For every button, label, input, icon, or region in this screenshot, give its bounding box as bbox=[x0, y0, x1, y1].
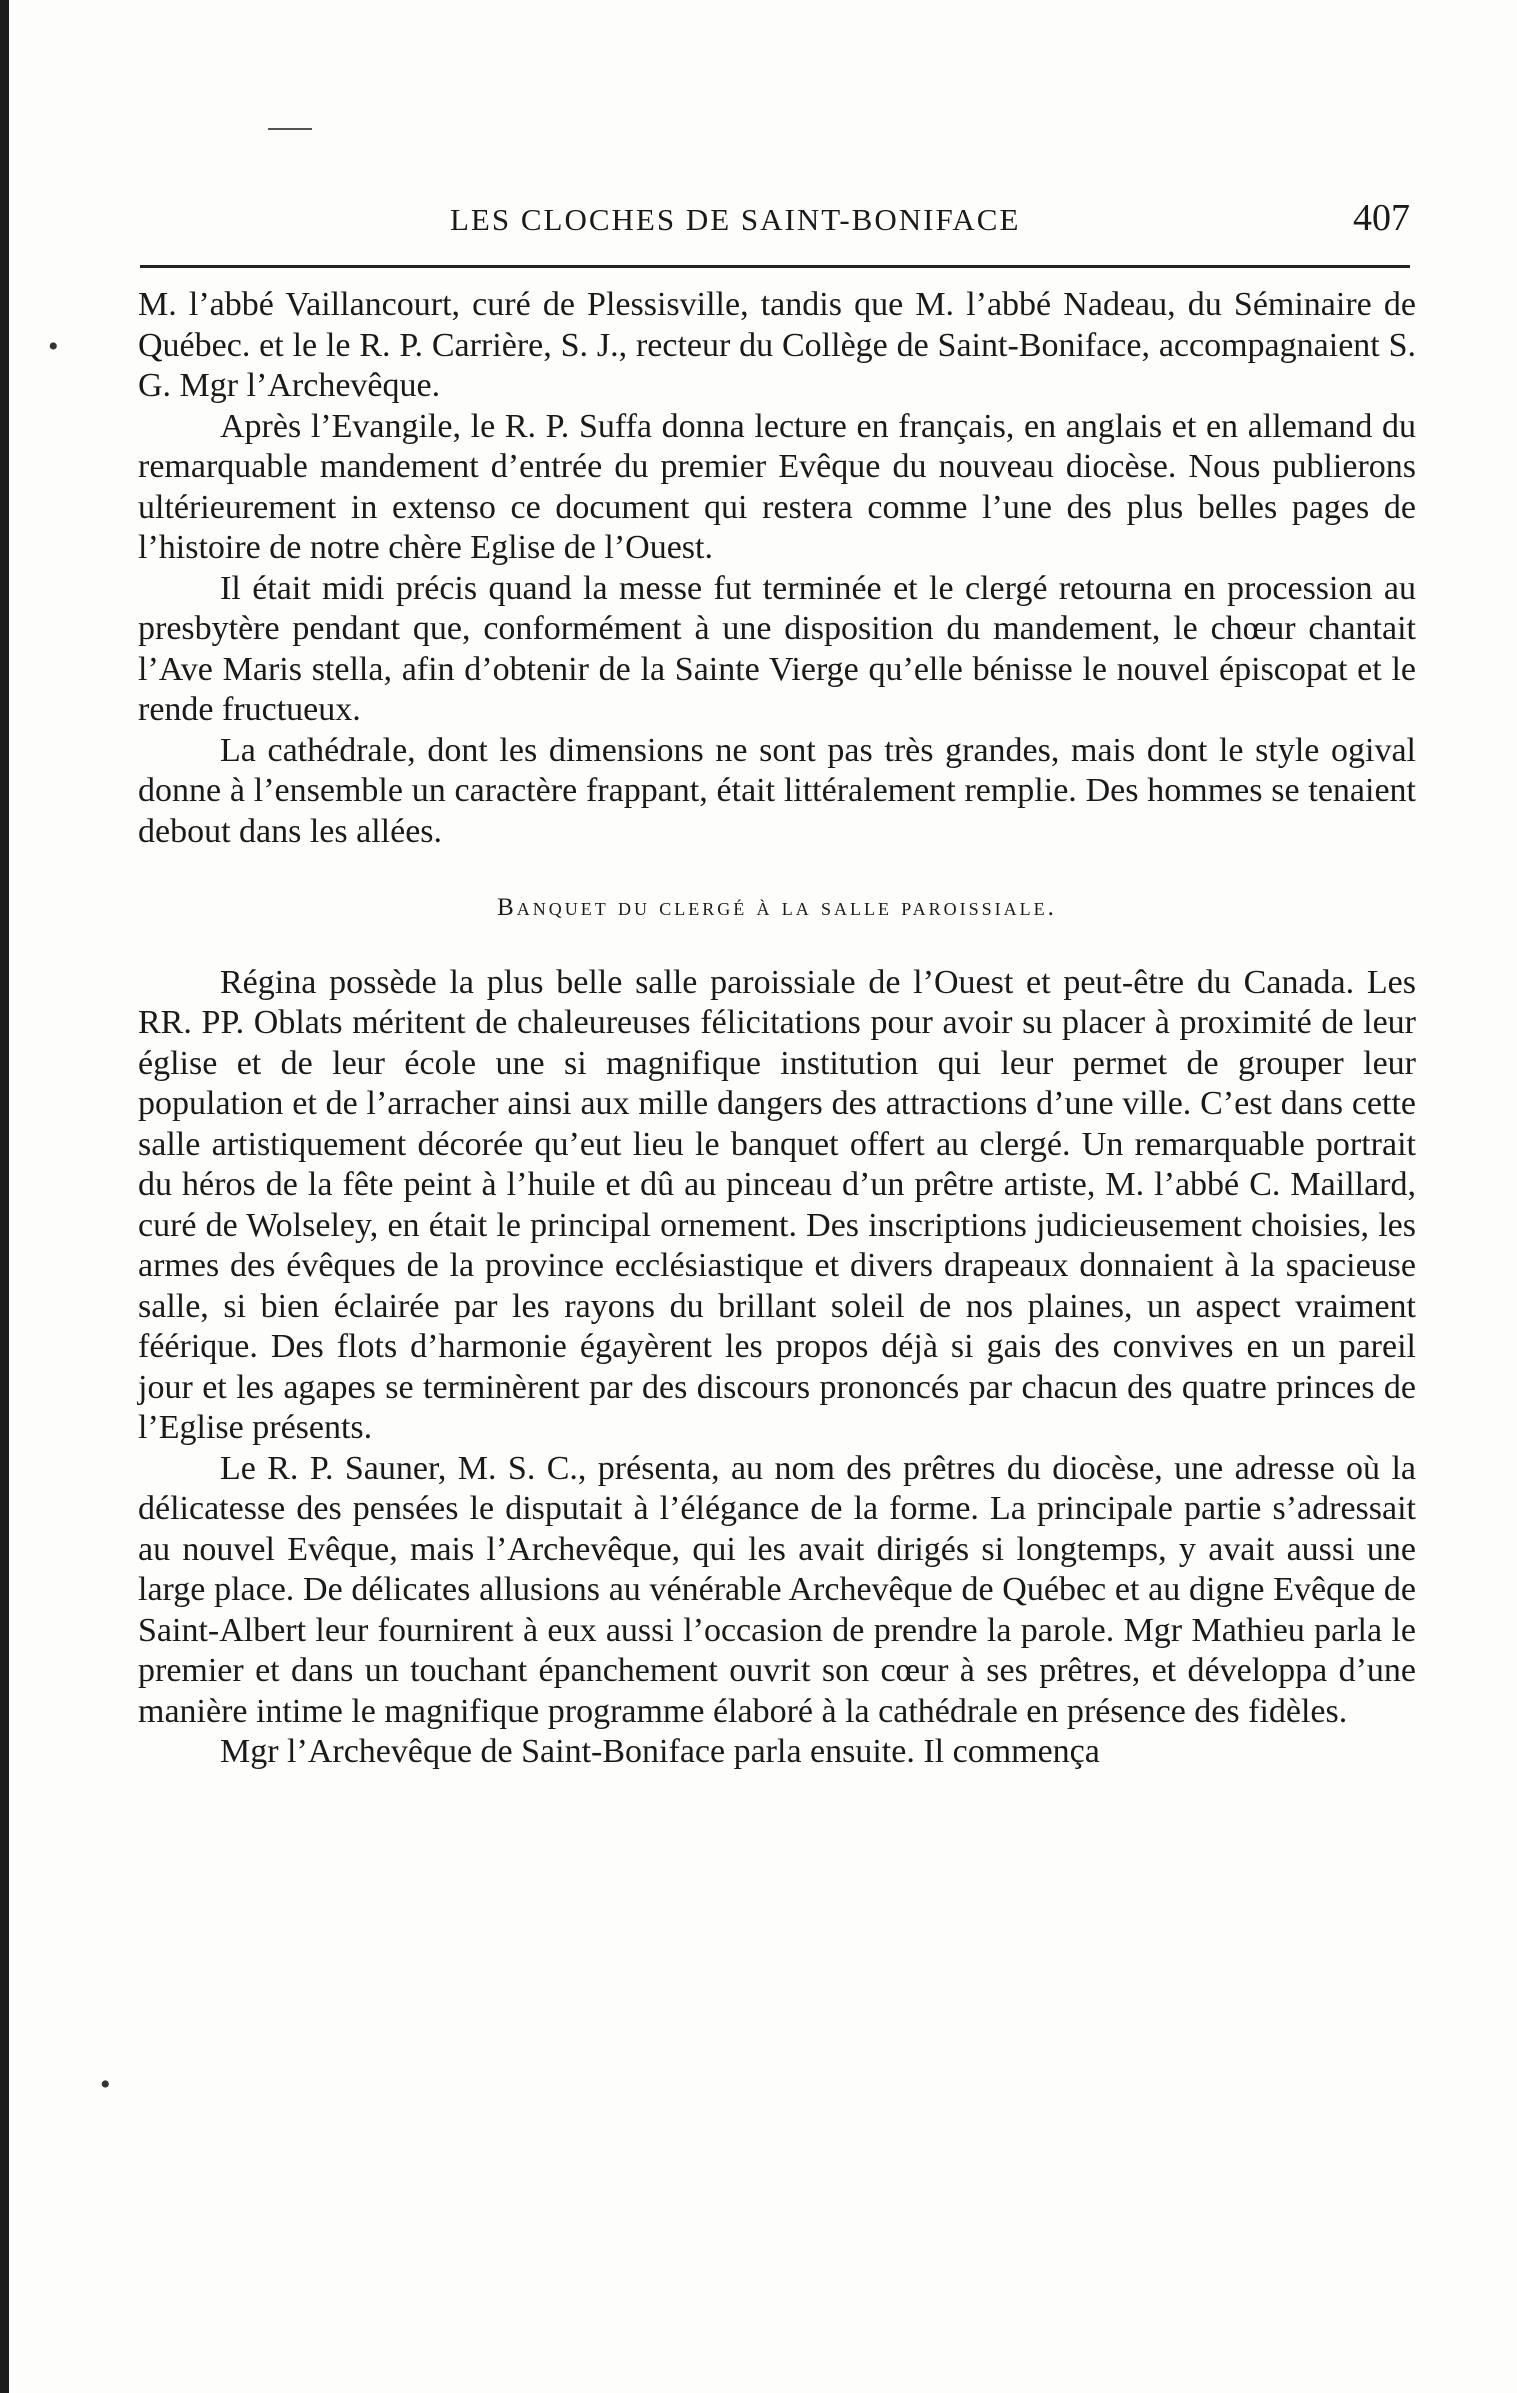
page-number: 407 bbox=[1353, 197, 1410, 239]
body-text bbox=[138, 285, 1416, 1773]
paragraph: Il était midi précis quand la messe fut terminée et le clergé retourna en procession au presbytère pendant que, conformément à une disposition du mandement, le chœur chantait l’Ave Maris stella, afin d’obtenir de la Sainte Vierge qu’elle bénisse le nouvel épiscopat et le rende fructueux. bbox=[138, 569, 1416, 728]
paragraph: La cathédrale, dont les dimensions ne sont pas très grandes, mais dont le style ogival donne à l’ensemble un caractère frappant, était littéralement remplie. Des hommes se tenaient debout dans les allées. bbox=[138, 731, 1416, 850]
header-rule bbox=[140, 265, 1410, 268]
paragraph: M. l’abbé Vaillancourt, curé de Plessisville, tandis que M. l’abbé Nadeau, du Séminaire de Québec. et le le R. P. Carrière, S. J., recteur du Collège de Saint-Boniface, accompagnaient S. G. Mgr l’Archevêque. bbox=[138, 286, 1416, 404]
section-heading: Banquet du clergé à la salle paroissiale. bbox=[497, 894, 1057, 921]
paragraph: Le R. P. Sauner, M. S. C., présenta, au nom des prêtres du diocèse, une adresse où la délicatesse des pensées le disputait à l’élégance de la forme. La principale partie s’adressait au nouvel Evêque, mais l’Archevêque, qui les avait dirigés si longtemps, y avait aussi une large place. De délicates allusions au vénérable Archevêque de Québec et au digne Evêque de Saint-Albert leur fournirent à eux aussi l’occasion de prendre la parole. Mgr Mathieu parla le premier et dans un touchant épanchement ouvrit son cœur à ses prêtres, et développa d’une manière intime le magnifique programme élaboré à la cathédrale en présence des fidèles. bbox=[138, 1449, 1416, 1730]
page-binding-edge bbox=[0, 0, 9, 2393]
margin-dot-mark: • bbox=[100, 2068, 111, 2101]
paragraph: Régina possède la plus belle salle paroissiale de l’Ouest et peut-être du Canada. Les RR. PP. Oblats méritent de chaleureuses félicitations pour avoir su placer à proximité de leur église et de leur école une si magnifique institution qui leur permet de grouper leur population et de l’arracher ainsi aux mille dangers des attractions d’une ville. C’est dans cette salle artistiquement décorée qu’eut lieu le banquet offert au clergé. Un remarquable portrait du héros de la fête peint à l’huile et dû au pinceau d’un prêtre artiste, M. l’abbé C. Maillard, curé de Wolseley, en était le principal ornement. Des inscriptions judicieusement choisies, les armes des évêques de la province ecclésiastique et divers drapeaux donnaient à la spacieuse salle, si bien éclairée par les rayons du brillant soleil de nos plaines, un aspect vraiment féérique. Des flots d’harmonie égayèrent les propos déjà si gais des convives en un pareil jour et les agapes se terminèrent par des discours prononcés par chacun des quatre princes de l’Eglise présents. bbox=[138, 963, 1416, 1446]
running-header bbox=[140, 196, 1410, 246]
running-title: LES CLOCHES DE SAINT-BONIFACE bbox=[450, 202, 1021, 237]
paragraph: Mgr l’Archevêque de Saint-Boniface parla ensuite. Il commença bbox=[220, 1733, 1100, 1770]
paragraph: Après l’Evangile, le R. P. Suffa donna lecture en français, en anglais et en allemand du remarquable mandement d’entrée du premier Evêque du nouveau diocèse. Nous publierons ultérieurement in extenso ce document qui restera comme l’une des plus belles pages de l’histoire de notre chère Eglise de l’Ouest. bbox=[138, 407, 1416, 566]
stray-ink-mark bbox=[268, 128, 312, 130]
margin-dot-mark: • bbox=[48, 330, 59, 363]
